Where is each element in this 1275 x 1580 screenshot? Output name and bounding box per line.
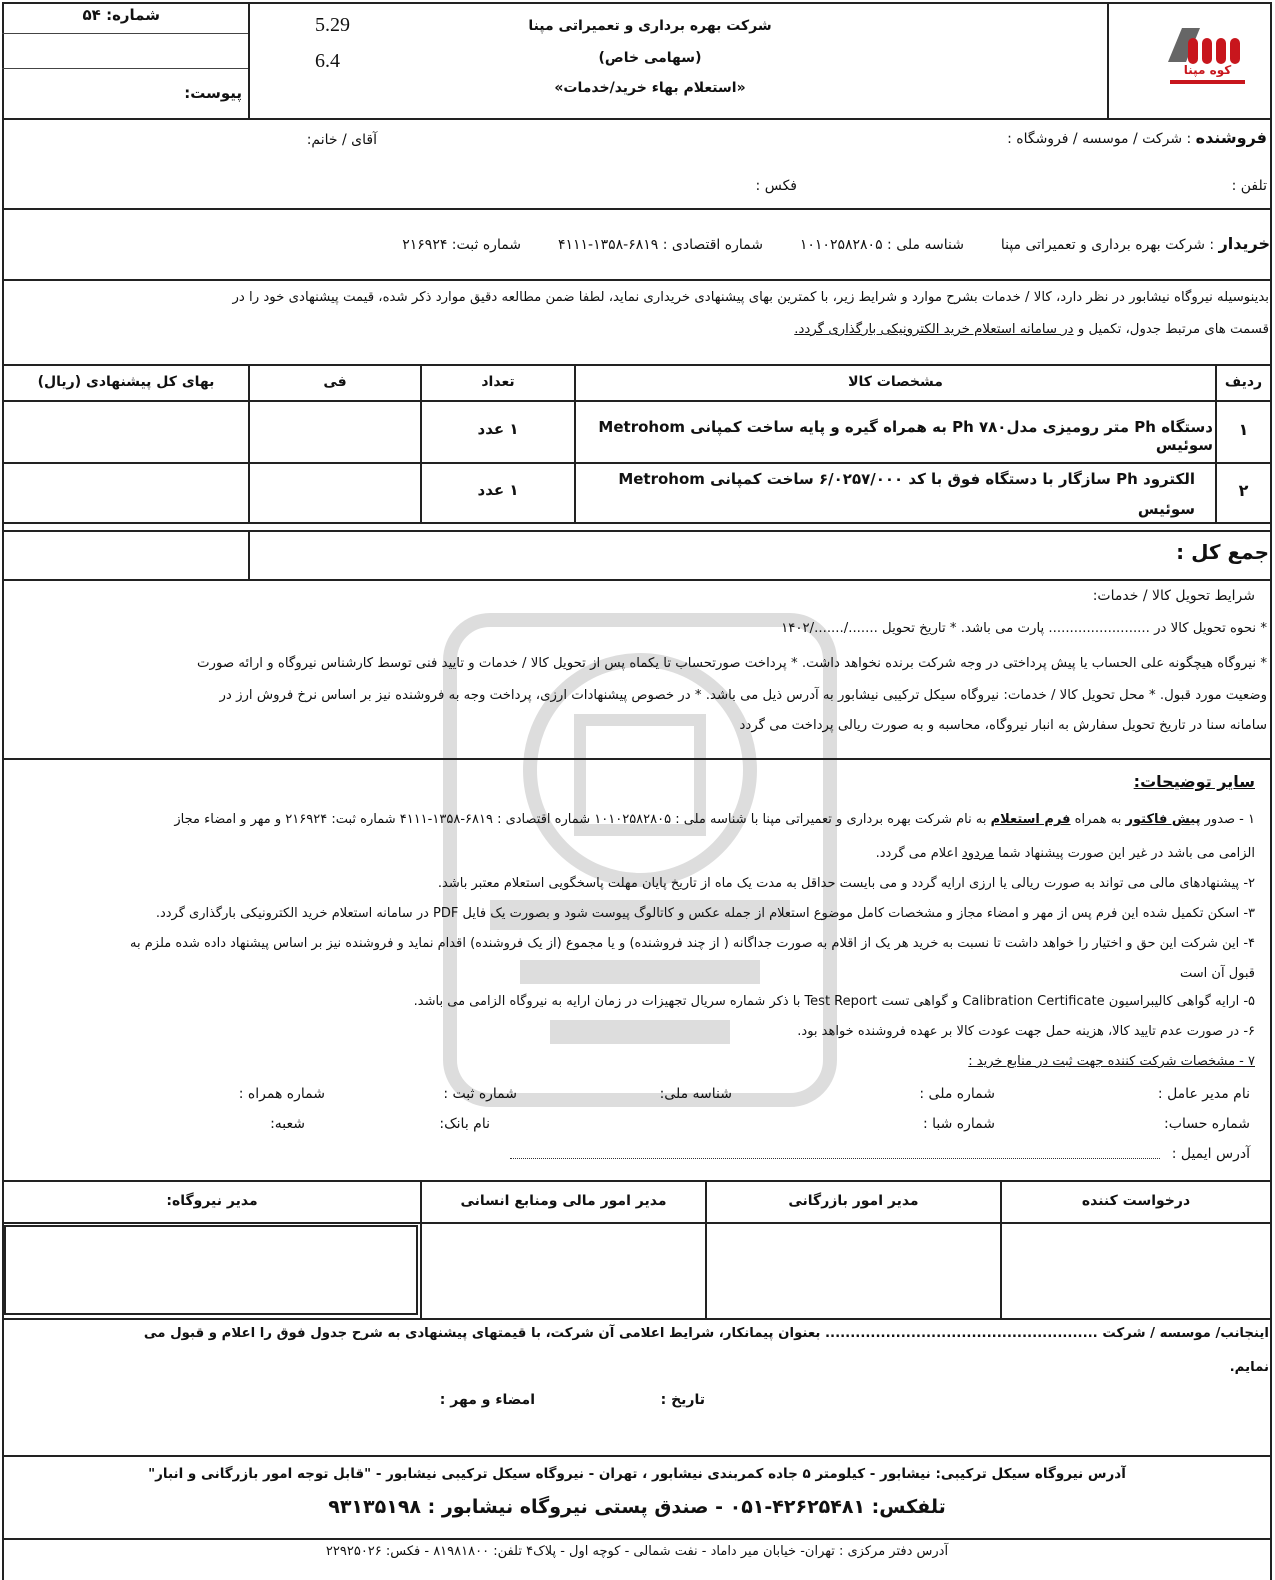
item-description: دستگاه Ph متر رومیزی مدل۷۸۰ Ph به همراه گیره و پایه ساخت کمپانی Metrohom سوئیس	[598, 418, 1213, 454]
delivery-line-4: سامانه سنا در تاریخ تحویل سفارش به انبار نیروگاه، محاسبه و به صورت ریالی پرداخت می گردد	[739, 718, 1267, 733]
buyer-economic-no: شماره اقتصادی : ۶۸۱۹-۱۳۵۸-۴۱۱۱	[557, 237, 763, 253]
header-unit-price: فی	[323, 374, 347, 390]
seller-label: فروشنده	[1195, 128, 1267, 147]
plant-manager-label: مدیر نیروگاه:	[166, 1193, 258, 1209]
attachment-label: پیوست:	[184, 84, 242, 102]
intro-line-1: بدینوسیله نیروگاه نیشابور در نظر دارد، کالا / خدمات بشرح موارد و شرایط زیر، با کمترین بهای پیشنهادی خریداری نماید، لطفا ضمن مطالعه دقیق موارد ذکر شده، قیمت پیشنهادی خود را در	[232, 290, 1269, 305]
intro-line-2: قسمت های مرتبط جدول، تکمیل و	[1073, 322, 1269, 337]
intro-upload-note: در سامانه استعلام خرید الکترونیکی بارگذاری گردد.	[794, 322, 1074, 337]
note-1: ۱ - صدور پیش فاکتور به همراه فرم استعلام به نام شرکت بهره برداری و تعمیراتی مپنا با شناسه ملی : ۱۰۱۰۲۵۸۲۸۰۵ شماره اقتصادی : ۶۸۱۹-۱۳۵۸-۴۱۱۱ شماره ثبت: ۲۱۶۹۲۴ و مهر و امضاء مجاز	[174, 812, 1255, 827]
header-total-price: بهای کل پیشنهادی (ریال)	[37, 374, 215, 390]
item-description: الکترود Ph سازگار با دستگاه فوق با کد ۶/۰۲۵۷/۰۰۰ ساخت کمپانی Metrohom سوئیس	[618, 470, 1195, 518]
company-type: (سهامی خاص)	[598, 50, 702, 66]
account-number-field[interactable]: شماره حساب:	[1164, 1116, 1250, 1132]
declaration-line-2: نمایم.	[1229, 1360, 1269, 1375]
item-quantity: ۱ عدد	[477, 420, 519, 438]
seller-fax-field[interactable]: فکس :	[755, 178, 797, 194]
unit-price-cell[interactable]	[250, 464, 420, 522]
finance-manager-label: مدیر امور مالی ومنابع انسانی	[460, 1193, 667, 1209]
note-7: ۷ - مشخصات شرکت کننده جهت ثبت در منابع خرید :	[968, 1054, 1255, 1069]
grand-total-cell[interactable]	[4, 532, 248, 579]
note-4: ۴- این شرکت این حق و اختیار را خواهد داشت تا نسبت به خرید هر یک از اقلام به صورت جداگانه ( از چند فروشنده) و یا مجموع (از یک فروشنده) اقدام نماید و فروشنده نیز بر اساس پیشنهاد داده شده ملزم به	[130, 936, 1255, 951]
mobile-field[interactable]: شماره همراه :	[238, 1086, 325, 1102]
national-id-field[interactable]: شناسه ملی:	[659, 1086, 732, 1102]
item-quantity: ۱ عدد	[477, 481, 519, 499]
form-title: «استعلام بهاء خرید/خدمات»	[554, 80, 746, 96]
buyer-label: خریدار	[1218, 234, 1270, 253]
footer-address: آدرس نیروگاه سیکل ترکیبی: نیشابور - کیلومتر ۵ جاده کمربندی نیشابور ، تهران - نیروگاه سیکل ترکیبی نیشابور - "قابل توجه امور بازرگانی و انبار"	[148, 1466, 1126, 1482]
reg-number-field[interactable]: شماره ثبت :	[443, 1086, 517, 1102]
requester-label: درخواست کننده	[1081, 1193, 1191, 1209]
note-5: ۵- ارایه گواهی کالیبراسیون Calibration Certificate و گواهی تست Test Report با ذکر شماره سریال تجهیزات در زمان ارایه به نیروگاه الزامی می باشد.	[413, 994, 1255, 1009]
row-number: ۱	[1238, 420, 1249, 439]
logo-text: کوه مپنا	[1183, 63, 1232, 77]
footer-phone: تلفکس: ۴۲۶۲۵۴۸۱-۰۵۱ - صندق پستی نیروگاه نیشابور : ۹۳۱۳۵۱۹۸	[328, 1496, 946, 1518]
header-row-no: ردیف	[1224, 374, 1263, 390]
branch-field[interactable]: شعبه:	[270, 1116, 305, 1132]
delivery-line-1: * نحوه تحویل کالا در ........................ پارت می باشد. * تاریخ تحویل ......./......./۱۴۰۲	[781, 621, 1267, 636]
seller-company-field[interactable]: : شرکت / موسسه / فروشگاه :	[1007, 131, 1192, 147]
bank-name-field[interactable]: نام بانک:	[439, 1116, 490, 1132]
company-name: شرکت بهره برداری و تعمیراتی مپنا	[528, 18, 772, 34]
note-4-cont: قبول آن است	[1180, 966, 1255, 981]
note-6: ۶- در صورت عدم تایید کالا، هزینه حمل جهت عودت کالا بر عهده فروشنده خواهد بود.	[797, 1024, 1255, 1039]
email-dotted-line	[510, 1158, 1160, 1159]
delivery-line-3: وضعیت مورد قبول. * محل تحویل کالا / خدمات: نیروگاه سیکل ترکیبی نیشابور به آدرس ذیل می باشد. * در خصوص پیشنهادات ارزی، پرداخت وجه به فروشنده نیز بر اساس نرخ فروش ارز در	[219, 688, 1267, 703]
delivery-title: شرایط تحویل کالا / خدمات:	[1092, 588, 1255, 604]
note-1-cont: الزامی می باشد در غیر این صورت پیشنهاد شما مردود اعلام می گردد.	[875, 846, 1255, 861]
document-number: شماره: ۵۴	[82, 6, 160, 24]
buyer-name: : شرکت بهره برداری و تعمیراتی مپنا	[1000, 237, 1215, 253]
header-description: مشخصات کالا	[848, 374, 943, 390]
grand-total-label: جمع کل :	[1176, 540, 1269, 564]
total-price-cell[interactable]	[4, 464, 248, 522]
version-2: 6.4	[315, 50, 340, 72]
logo-icon	[1160, 22, 1255, 97]
declaration-sign-field[interactable]: امضاء و مهر :	[439, 1392, 535, 1408]
row-number: ۲	[1238, 481, 1249, 500]
seller-person-field[interactable]: آقای / خانم:	[306, 132, 377, 148]
declaration-line-1: اینجانب/ موسسه / شرکت ...................................................... بعنوان پیمانکار، شرایط اعلامی آن شرکت، با قیمتهای پیشنهادی به شرح جدول فوق را اعلام و قبول می	[143, 1326, 1269, 1341]
buyer-national-id: شناسه ملی : ۱۰۱۰۲۵۸۲۸۰۵	[799, 237, 964, 253]
frame-left	[2, 2, 4, 1580]
company-logo	[1160, 22, 1255, 97]
delivery-line-2: * نیروگاه هیچگونه علی الحساب یا پیش پرداختی در وجه شرکت برنده نخواهد داشت. * پرداخت صورتحساب تا یکماه پس از تحویل کالا / خدمات و تایید فنی توسط کارشناس نیروگاه و ارائه صورت	[197, 656, 1267, 671]
frame-top	[2, 2, 1272, 4]
note-2: ۲- پیشنهادهای مالی می تواند به صورت ریالی یا ارزی ارایه گردد و می بایست حداقل به مدت یک ماه از تاریخ پایان مهلت پاسخگویی استعلام معتبر باشد.	[437, 876, 1255, 891]
header-quantity: تعداد	[481, 374, 515, 390]
version-1: 5.29	[315, 14, 350, 36]
footer-office-address: آدرس دفتر مرکزی : تهران- خیابان میر داماد - نفت شمالی - کوچه اول - پلاک۴ تلفن: ۸۱۹۸۱۸۰۰ - فکس: ۲۲۹۲۵۰۲۶	[325, 1544, 949, 1559]
ceo-name-field[interactable]: نام مدیر عامل :	[1157, 1086, 1250, 1102]
unit-price-cell[interactable]	[250, 402, 420, 462]
plant-manager-sign-box[interactable]	[4, 1225, 418, 1315]
national-number-field[interactable]: شماره ملی :	[919, 1086, 995, 1102]
email-field[interactable]: آدرس ایمیل :	[1171, 1146, 1250, 1162]
total-price-cell[interactable]	[4, 402, 248, 462]
buyer-reg-no: شماره ثبت: ۲۱۶۹۲۴	[402, 237, 522, 253]
notes-title: سایر توضیحات:	[1133, 772, 1255, 791]
sheba-field[interactable]: شماره شبا :	[922, 1116, 995, 1132]
declaration-date-field[interactable]: تاریخ :	[660, 1392, 705, 1408]
commerce-manager-label: مدیر امور بازرگانی	[788, 1193, 919, 1209]
seller-phone-field[interactable]: تلفن :	[1231, 178, 1267, 194]
frame-right	[1270, 2, 1272, 1580]
note-3: ۳- اسکن تکمیل شده این فرم پس از مهر و امضاء مجاز و مشخصات کامل موضوع استعلام از جمله عکس و کاتالوگ پیوست شود و بصورت یک فایل PDF در سامانه استعلام خرید الکترونیکی بارگذاری گردد.	[155, 906, 1255, 921]
